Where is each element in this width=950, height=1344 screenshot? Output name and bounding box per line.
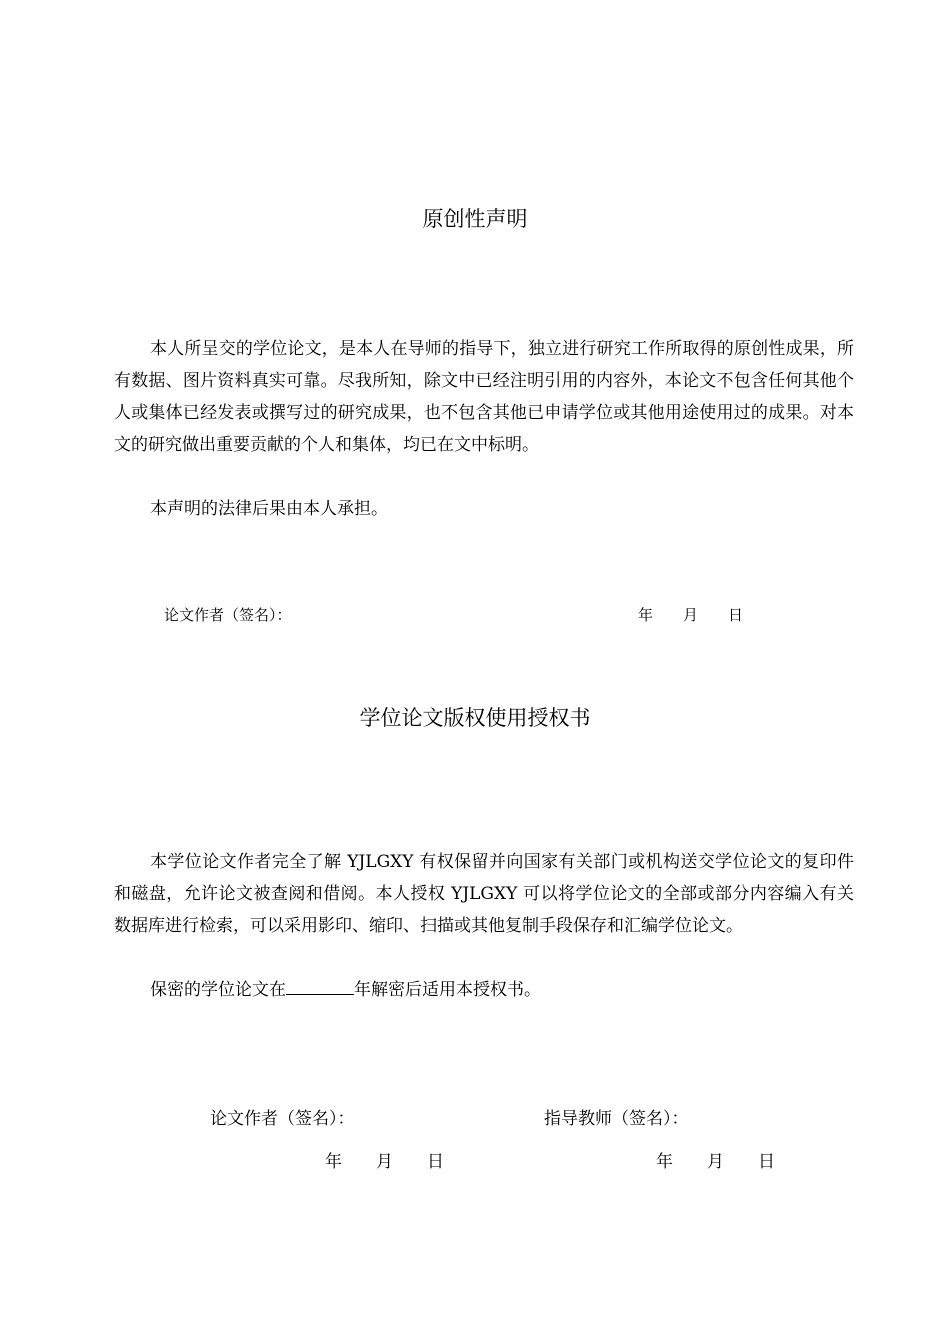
declaration-date-label: 年 月 日: [638, 606, 744, 624]
declaration-title: 原创性声明: [422, 207, 528, 231]
author-date-label: 年 月 日: [325, 1152, 444, 1172]
declaration-paragraph-2: 本声明的法律后果由本人承担。: [150, 499, 388, 519]
authorization-title: 学位论文版权使用授权书: [359, 706, 591, 730]
authorization-paragraph-2-before: 保密的学位论文在: [150, 980, 286, 1000]
advisor-date-label: 年 月 日: [656, 1152, 775, 1172]
authorization-paragraph-2: [114, 974, 854, 1006]
declaration-signature-label: 论文作者（签名）：: [164, 606, 292, 624]
declaration-paragraph-1: 本人所呈交的学位论文，是本人在导师的指导下，独立进行研究工作所取得的原创性成果，所有数据、图片资料真实可靠。尽我所知，除文中已经注明引用的内容外，本论文不包含任何其他个人或集体已经发表或撰写过的研究成果，也不包含其他已申请学位或其他用途使用过的成果。对本文的研究做出重要贡献的个人和集体，均已在文中标明。: [114, 339, 854, 455]
advisor-signature-label: 指导教师（签名）：: [544, 1109, 689, 1129]
author-signature-label: 论文作者（签名）：: [210, 1109, 355, 1129]
authorization-paragraph-2-after: 年解密后适用本授权书。: [354, 980, 541, 1000]
authorization-paragraph-1: 本学位论文作者完全了解 YJLGXY 有权保留并向国家有关部门或机构送交学位论文的复印件和磁盘，允许论文被查阅和借阅。本人授权 YJLGXY 可以将学位论文的全部或部分内容编入有关数据库进行检索，可以采用影印、缩印、扫描或其他复制手段保存和汇编学位论文。: [114, 852, 854, 936]
confidential-years-blank: [286, 978, 354, 995]
